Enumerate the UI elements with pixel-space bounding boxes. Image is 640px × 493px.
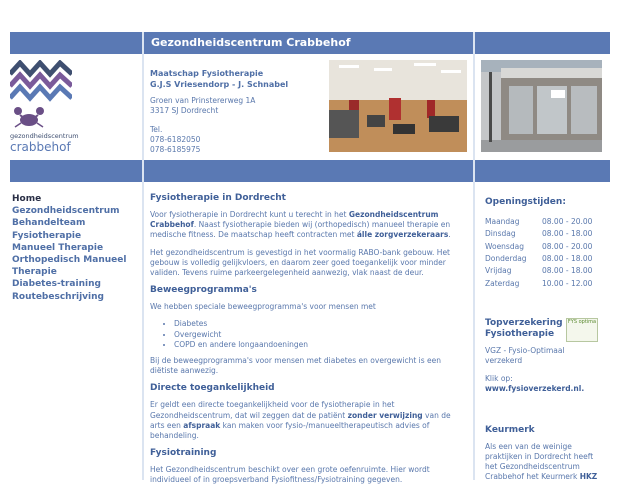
column-divider-left <box>142 32 144 480</box>
insurance-block: Topverzekering Fysiotherapie VGZ - Fysio-Optimaal verzekerd Klik op: www.fysioverzekerd.nl. <box>485 318 615 394</box>
site-title: Gezondheidscentrum Crabbehof <box>151 36 351 49</box>
building-photo <box>481 60 602 152</box>
list-item: • COPD en andere longaandoeningen <box>174 340 460 350</box>
main-content <box>150 193 460 493</box>
column-divider-right <box>473 32 475 480</box>
list-item: • Diabetes <box>174 319 460 329</box>
opening-hours <box>485 197 615 290</box>
heading-beweegprogrammas: Beweegprogramma's <box>150 285 257 296</box>
click-label: Klik op: <box>485 374 513 383</box>
gym-photo <box>329 60 467 152</box>
opening-hours-title: Openingstijden: <box>485 197 566 207</box>
building-paragraph: Het gezondheidscentrum is gevestigd in het voormalig RABO-bank gebouw. Het gebouw is volledig gelijkvloers, en daarom zeer goed toegankelijk voor minder validen. Tevens ruime parkeergelegenheid aanwezig, vlak naast de deur. <box>150 247 450 278</box>
programs-list <box>150 319 460 350</box>
access-paragraph: Er geldt een directe toegankelijkheid voor de fysiotherapie in het Gezondheidscentrum, dat wil zeggen dat de patiënt zonder verwijzing van de arts een afspraak kan maken voor fysio-/manueeltherapeutisch advies of behandeling. <box>150 400 451 441</box>
crab-icon <box>12 105 46 129</box>
list-item: • Overgewicht <box>174 330 460 340</box>
practice-street: Groen van Prinstererweg 1A <box>150 96 256 105</box>
table-row: Zaterdag 10.00 - 12.00 <box>485 278 593 288</box>
training-paragraph: Het Gezondheidscentrum beschikt over een grote oefenruimte. Hier wordt individueel of in groepsverband Fysiofitness/Fysiotraining gegeven. <box>150 465 430 485</box>
table-row: Donderdag 08.00 - 18.00 <box>485 254 593 264</box>
logo-text-line2: crabbehof <box>10 140 71 154</box>
table-row: Vrijdag 08.00 - 18.00 <box>485 266 593 276</box>
nav-diabetes-training[interactable]: Diabetes-training <box>12 279 101 290</box>
intro-paragraph: Voor fysiotherapie in Dordrecht kunt u terecht in het Gezondheidscentrum Crabbehof. Naast fysiotherapie bieden wij (orthopedisch) manueel therapie en medische fitness. De maatschap heeft contracten met álle zorgverzekeraars. <box>150 210 451 240</box>
keurmerk-block <box>485 425 615 482</box>
heading-fysiotraining: Fysiotraining <box>150 448 217 459</box>
phone-label: Tel. <box>150 125 163 134</box>
table-row: Dinsdag 08.00 - 18.00 <box>485 229 593 239</box>
phone-number-2[interactable]: 078-6185975 <box>150 145 201 154</box>
table-row: Maandag 08.00 - 20.00 <box>485 217 593 227</box>
keurmerk-text: Als een van de weinige praktijken in Dordrecht heeft het Gezondheidscentrum Crabbehof het Keurmerk HKZ <box>485 442 598 481</box>
nav-gezondheidscentrum[interactable]: Gezondheidscentrum <box>12 206 120 217</box>
divider-bar <box>10 160 610 182</box>
nav-routebeschrijving[interactable]: Routebeschrijving <box>12 291 104 302</box>
logo-chevrons-icon <box>10 60 72 110</box>
nav-orthopedisch-therapie[interactable]: Therapie <box>12 267 57 278</box>
nav-home[interactable]: Home <box>12 194 42 204</box>
table-row: Woensdag 08.00 - 20.00 <box>485 241 593 251</box>
insurance-text: VGZ - Fysio-Optimaal verzekerd <box>485 346 565 365</box>
heading-fysiotherapie: Fysiotherapie in Dordrecht <box>150 193 286 203</box>
nav-behandelteam[interactable]: Behandelteam <box>12 218 86 229</box>
programs-intro: We hebben speciale beweegprogramma's voor mensen met <box>150 302 376 312</box>
insurance-title-1: Topverzekering <box>485 318 563 328</box>
dietitian-paragraph: Bij de beweegprogramma's voor mensen met diabetes en overgewicht is een diëtiste aanwezig. <box>150 356 442 376</box>
nav-orthopedisch-manueel[interactable]: Orthopedisch Manueel <box>12 255 127 266</box>
main-nav <box>12 193 126 303</box>
heading-directe-toegankelijkheid: Directe toegankelijkheid <box>150 383 275 394</box>
phone-number-1[interactable]: 078-6182050 <box>150 135 201 144</box>
fys-optima-badge[interactable]: FYS optima <box>566 318 598 342</box>
nav-fysiotherapie[interactable]: Fysiotherapie <box>12 230 82 241</box>
hours-table <box>485 216 592 290</box>
practice-postal: 3317 SJ Dordrecht <box>150 106 219 115</box>
insurance-title-2: Fysiotherapie <box>485 329 555 339</box>
insurance-link[interactable]: www.fysioverzekerd.nl <box>485 384 582 393</box>
logo-text-line1: gezondheidscentrum <box>10 132 79 140</box>
practice-name: Maatschap Fysiotherapie <box>150 69 264 78</box>
practice-partners: G.J.S Vriesendorp - J. Schnabel <box>150 80 289 89</box>
nav-manueel-therapie[interactable]: Manueel Therapie <box>12 242 104 253</box>
keurmerk-title: Keurmerk <box>485 425 535 435</box>
